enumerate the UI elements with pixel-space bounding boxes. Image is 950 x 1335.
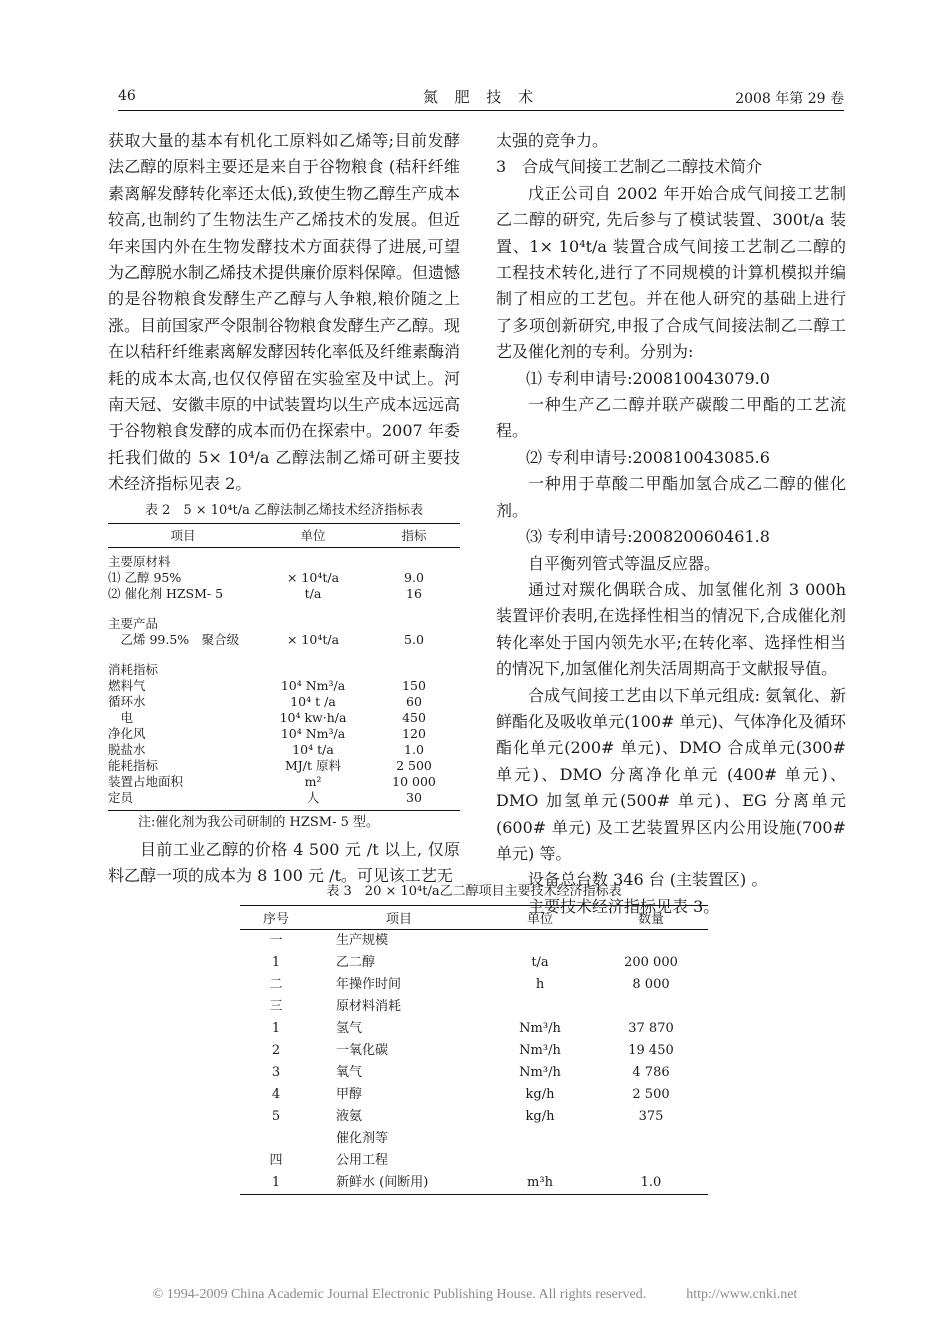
- table2-value: 9.0: [404, 569, 424, 585]
- table3-unit: kg/h: [525, 1087, 555, 1102]
- table3-unit: [486, 1128, 594, 1150]
- table2-unit: × 10⁴t/a: [286, 631, 340, 647]
- table3-qty: [594, 1128, 708, 1150]
- table2-header-unit: 单位: [258, 523, 368, 547]
- table-row: [240, 1172, 708, 1195]
- table2-unit: MJ/t 原料: [284, 757, 342, 773]
- table3-no: 1: [240, 1172, 312, 1195]
- body-paragraph: 获取大量的基本有机化工原料如乙烯等;目前发酵法乙醇的原料主要还是来自于谷物粮食 (秸秆纤维素离解发酵转化率还太低),致使生物乙醇生产成本较高,也制约了生物法生产乙烯技术的发展。但近年来国内外在生物发酵技术方面获得了进展,可望为乙醇脱水制乙烯技术提供廉价原料保障。但遗憾的是谷物粮食发酵生产乙醇与人争粮,粮价随之上涨。目前国家严令限制谷物粮食发酵生产乙醇。现在以秸秆纤维素离解发酵因转化率低及纤维素酶消耗的成本太高,也仅仅停留在实验室及中试上。河南天冠、安徽丰原的中试装置均以生产成本远远高于谷物粮食发酵的成本而仍在探索中。2007 年委托我们做的 5× 10⁴/a 乙醇法制乙烯可研主要技术经济指标见表 2。: [108, 131, 461, 494]
- table2-item: 能耗指标: [108, 757, 159, 773]
- table3-item: 液氨: [336, 1109, 363, 1124]
- table3-qty: 8 000: [632, 977, 670, 992]
- body-paragraph: 合成气间接工艺由以下单元组成: 氨氧化、新鲜酯化及吸收单元(100# 单元)、气体净化及循环酯化单元(200# 单元)、DMO 合成单元(300# 单元)、DMO 分离净化单元 (400# 单元)、DMO 加氢单元(500# 单元)、EG 分离单元(600# 单元) 及工艺装置界区内公用设施(700# 单元) 等。: [496, 685, 846, 863]
- table3: [240, 905, 708, 1195]
- table3-no: 4: [271, 1087, 281, 1102]
- table3-no: 三: [269, 999, 283, 1014]
- table2-header-value: 指标: [368, 523, 460, 547]
- copyright-footer: [0, 1287, 950, 1303]
- table3-qty: [594, 996, 708, 1018]
- table-row: [108, 586, 460, 602]
- table2-value: 2 500: [396, 757, 432, 773]
- patent-description: 一种用于草酸二甲酯加氢合成乙二醇的催化剂。: [496, 474, 846, 520]
- table3-item: 氢气: [336, 1021, 363, 1036]
- table2-unit: 10⁴ t /a: [290, 693, 336, 709]
- table-row: [240, 1040, 708, 1062]
- patent-description: 一种生产乙二醇并联产碳酸二甲酯的工艺流程。: [496, 395, 846, 441]
- table3-item: 一氧化碳: [336, 1043, 389, 1058]
- table3-no: [240, 1128, 312, 1150]
- table3-qty: 1.0: [594, 1172, 708, 1195]
- patent-number: ⑵ 专利申请号:200810043085.6: [526, 447, 770, 467]
- table3-item: 新鲜水 (间断用): [312, 1172, 486, 1195]
- table2-value: 60: [406, 693, 422, 709]
- table2-unit: 10⁴ Nm³/a: [280, 725, 346, 741]
- table3-item: 公用工程: [336, 1153, 389, 1168]
- table-row: [240, 1106, 708, 1128]
- copyright-text: © 1994-2009 China Academic Journal Electronic Publishing House. All rights reserved.: [152, 1287, 647, 1302]
- table3-qty: [594, 930, 708, 953]
- body-paragraph: 设备总台数 346 台 (主装置区) 。: [528, 870, 768, 890]
- table3-qty: 37 870: [628, 1021, 674, 1036]
- body-paragraph: 目前工业乙醇的价格 4 500 元 /t 以上, 仅原料乙醇一项的成本为 8 100 元 /t。可见该工艺无: [108, 839, 460, 886]
- table3-block: [240, 882, 708, 1195]
- table3-qty: [594, 1150, 708, 1172]
- table2-unit: 10⁴ t/a: [292, 741, 334, 757]
- table3-unit: Nm³/h: [519, 1065, 561, 1080]
- table2: [108, 523, 460, 811]
- page-number: 46: [118, 88, 136, 104]
- body-paragraph: 戊正公司自 2002 年开始合成气间接工艺制乙二醇的研究, 先后参与了模试装置、300t/a 装置、1× 10⁴t/a 装置合成气间接工艺制乙二醇的工程技术转化,进行了不同规模的计算机模拟并编制了相应的工艺包。并在他人研究的基础上进行了多项创新研究,申报了合成气间接法制乙二醇工艺及催化剂的专利。分别为:: [496, 183, 846, 362]
- table3-caption: 表 3 20 × 10⁴t/a乙二醇项目主要技术经济指标表: [326, 884, 622, 899]
- table3-header-qty: 数量: [594, 906, 708, 930]
- cnki-url[interactable]: http://www.cnki.net: [686, 1287, 798, 1302]
- table3-header-unit: 单位: [486, 906, 594, 930]
- table3-item: 氧气: [336, 1065, 363, 1080]
- body-paragraph: 太强的竞争力。: [496, 131, 609, 150]
- table-row: [108, 790, 460, 811]
- table2-value: 450: [402, 709, 426, 725]
- patent-number: ⑶ 专利申请号:200820060461.8: [526, 527, 770, 547]
- table-row: [108, 694, 460, 710]
- table3-qty: 2 500: [632, 1087, 670, 1102]
- section-heading: 3 合成气间接工艺制乙二醇技术简介: [496, 157, 763, 177]
- right-column: [496, 128, 846, 920]
- table3-unit: [486, 930, 594, 953]
- table-row: [240, 974, 708, 996]
- table-row: [240, 1062, 708, 1084]
- table-row: [108, 742, 460, 758]
- table3-item: 年操作时间: [336, 977, 402, 992]
- table3-item: 乙二醇: [336, 955, 376, 970]
- left-column: [108, 128, 460, 890]
- table-row: [108, 726, 460, 742]
- table3-no: 四: [269, 1153, 283, 1168]
- table2-unit: × 10⁴t/a: [286, 569, 340, 585]
- table3-header-no: 序号: [240, 906, 312, 930]
- table2-item: 乙烯 99.5% 聚合级: [108, 631, 240, 647]
- table-row: [240, 1018, 708, 1040]
- table3-no: 3: [271, 1065, 281, 1080]
- table2-item: 装置占地面积: [108, 773, 184, 789]
- table-row: [108, 774, 460, 790]
- body-paragraph: 主要技术经济指标见表 3。: [528, 896, 720, 916]
- table3-no: 5: [271, 1109, 281, 1124]
- table2-item: ⑴ 乙醇 95%: [108, 569, 182, 585]
- table2-group-title: 消耗指标: [108, 661, 159, 677]
- table3-no: 2: [271, 1043, 281, 1058]
- body-paragraph: 通过对羰化偶联合成、加氢催化剂 3 000h 装置评价表明,在选择性相当的情况下,合成催化剂转化率处于国内领先水平;在转化率、选择性相当的情况下,加氢催化剂失活周期高于文献报导值。: [496, 579, 846, 679]
- table-row: [240, 1084, 708, 1106]
- table-row: [108, 758, 460, 774]
- table2-item: 定员: [108, 790, 258, 811]
- table2-item: ⑵ 催化剂 HZSM- 5: [108, 585, 224, 601]
- table2-item: 净化风: [108, 725, 146, 741]
- table2-value: 10 000: [392, 773, 436, 789]
- table3-unit: t/a: [531, 955, 549, 970]
- table2-unit: 人: [258, 790, 368, 811]
- table2-value: 16: [406, 585, 422, 601]
- table3-header-item: 项目: [312, 906, 486, 930]
- table-row: [240, 996, 708, 1018]
- table2-value: 30: [368, 790, 460, 811]
- table2-group-title: 主要原材料: [108, 553, 171, 569]
- table-row: [108, 632, 460, 648]
- issue-info: 2008 年第 29 卷: [735, 91, 844, 107]
- table3-no: 1: [271, 955, 281, 970]
- table-row: [240, 952, 708, 974]
- table2-note: 注:催化剂为我公司研制的 HZSM- 5 型。: [138, 814, 380, 830]
- table3-unit: [486, 1150, 594, 1172]
- table2-group-title: 主要产品: [108, 615, 159, 631]
- table3-no: 1: [271, 1021, 281, 1036]
- table3-unit: Nm³/h: [519, 1021, 561, 1036]
- patent-description: 自平衡列管式等温反应器。: [528, 553, 721, 573]
- table3-item: 原材料消耗: [336, 999, 402, 1014]
- table2-unit: t/a: [304, 585, 322, 601]
- page-header: [118, 84, 844, 111]
- table2-caption: 表 2 5 × 10⁴t/a 乙醇法制乙烯技术经济指标表: [144, 502, 424, 518]
- table3-item: 催化剂等: [336, 1131, 389, 1146]
- table2-unit: 10⁴ Nm³/a: [280, 677, 346, 693]
- table3-unit: m³h: [486, 1172, 594, 1195]
- table3-qty: 375: [638, 1109, 664, 1124]
- table3-qty: 19 450: [628, 1043, 674, 1058]
- table2-unit: 10⁴ kw·h/a: [279, 709, 347, 725]
- table2-item: 燃料气: [108, 677, 146, 693]
- table-row: [240, 1150, 708, 1172]
- table3-unit: kg/h: [525, 1109, 555, 1124]
- table2-item: 脱盐水: [108, 741, 146, 757]
- table-row: [108, 710, 460, 726]
- table2-unit: m²: [304, 773, 322, 789]
- patent-number: ⑴ 专利申请号:200810043079.0: [526, 368, 770, 388]
- table2-value: 150: [402, 677, 426, 693]
- table3-qty: 4 786: [632, 1065, 670, 1080]
- table-row: [240, 1128, 708, 1150]
- table2-value: 120: [402, 725, 426, 741]
- table2-item: 循环水: [108, 693, 146, 709]
- table3-unit: Nm³/h: [519, 1043, 561, 1058]
- table3-item: 甲醇: [336, 1087, 363, 1102]
- table3-no: 一: [269, 933, 283, 948]
- table2-header-item: 项目: [108, 523, 258, 547]
- journal-title: 氮 肥 技 术: [422, 88, 540, 106]
- table3-unit: [486, 996, 594, 1018]
- table2-value: 5.0: [404, 631, 424, 647]
- table3-qty: 200 000: [624, 955, 678, 970]
- table2-value: 1.0: [404, 741, 424, 757]
- table3-no: 二: [269, 977, 283, 992]
- table3-unit: h: [535, 977, 545, 992]
- table-row: [108, 678, 460, 694]
- table2-item: 电: [108, 709, 134, 725]
- table3-item: 生产规模: [336, 933, 389, 948]
- table-row: [240, 930, 708, 953]
- table-row: [108, 570, 460, 586]
